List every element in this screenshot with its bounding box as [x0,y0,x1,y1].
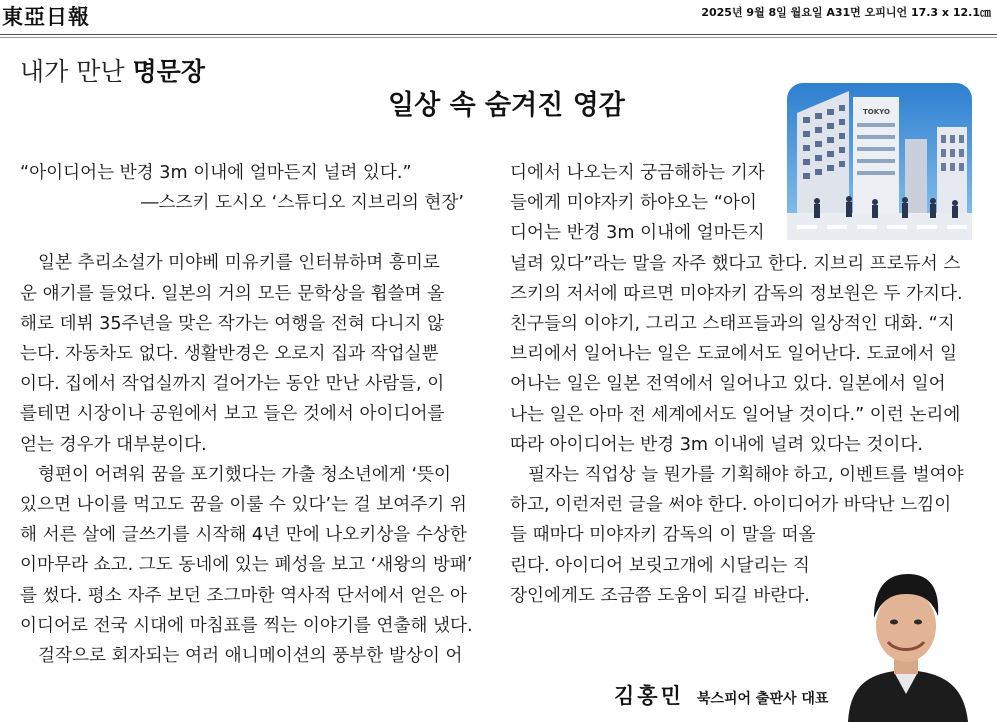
paragraph: 일본 추리소설가 미야베 미유키를 인터뷰하며 흥미로 운 얘기를 들었다. 일본의 거의 모든 문학상을 휩쓸며 올 해로 데뷔 35주년을 맞은 작가는 여행을 전혀 다니지 않 는다. 자동차도 없다. 생활반경은 오로지 집과 작업실뿐 이다. 집에서 작업실까지 걸어가는 동안 만난 사람들, 이 를테면 시장이나 공원에서 보고 들은 것에서 아이디어를 얻는 경우가 대부분이다. [20,253,445,455]
author-role: 북스피어 출판사 대표 [696,691,829,707]
paragraph: 필자는 직업상 늘 뭔가를 기획해야 하고, 이벤트를 벌여야 하고, 이런저런 글을 써야 한다. 아이디어가 바닥난 느낌이 들 때마다 미야자키 감독의 이 말을 떠올 린다. 아이디어 보릿고개에 시달리는 직 장인에게도 조금쯤 도움이 되길 바란다. [510,465,964,606]
epigraph-source: ―스즈키 도시오 ‘스튜디오 지브리의 현장’ [140,193,464,214]
article-column-left [20,158,480,671]
paragraph: 디에서 나오는지 궁금해하는 기자 들에게 미야자키 하야오는 “아이 디어는 반경 3m 이내에 얼마든지 널려 있다”라는 말을 자주 했다고 한다. 지브리 프로듀서 스 즈키의 저서에 따르면 미야자키 감독의 정보원은 두 가지다. 친구들의 이야기, 그리고 스태프들과의 일상적인 대화. “지 브리에서 일어나는 일은 도쿄에서도 일어난다. 도쿄에서 일 어나는 일은 일본 전역에서 일어나고 있다. 일본에서 일어 나는 일은 아마 전 세계에서도 일어날 것이다.” 이런 논리에 따라 아이디어는 반경 3m 이내에 널려 있다는 것이다. [510,163,963,455]
masthead-divider [0,34,997,35]
newspaper-logo: 東亞日報 [2,4,90,29]
series-name: 명문장 [132,57,205,86]
article-headline: 일상 속 숨겨진 영감 [388,90,625,121]
paragraph: 형편이 어려워 꿈을 포기했다는 가출 청소년에게 ‘뜻이 있으면 나이를 먹고도 꿈을 이룰 수 있다’는 걸 보여주기 위 해 서른 살에 글쓰기를 시작해 4년 만에 나오키상을 수상한 이마무라 쇼고. 그도 동네에 있는 폐성을 보고 ‘새왕의 방패’ 를 썼다. 평소 자주 보던 조그마한 역사적 단서에서 얻은 아 이디어로 전국 시대에 마침표를 찍는 이야기를 연출해 냈다. [20,464,473,636]
paragraph: 걸작으로 회자되는 여러 애니메이션의 풍부한 발상이 어 [38,646,463,667]
article-column-right [510,158,972,611]
column-series-title [20,52,205,88]
masthead-divider-thin [0,37,997,38]
byline [614,680,828,710]
tokyo-sign: TOKYO [863,108,890,116]
series-prefix: 내가 만난 [20,57,125,86]
author-name: 김홍민 [614,684,684,708]
author-photo [840,554,972,722]
masthead [0,0,997,34]
dateline: 2025년 9월 8일 월요일 A31면 오피니언 17.3 x 12.1㎝ [701,6,991,19]
epigraph-quote: “아이디어는 반경 3m 이내에 얼마든지 널려 있다.” [20,163,412,183]
